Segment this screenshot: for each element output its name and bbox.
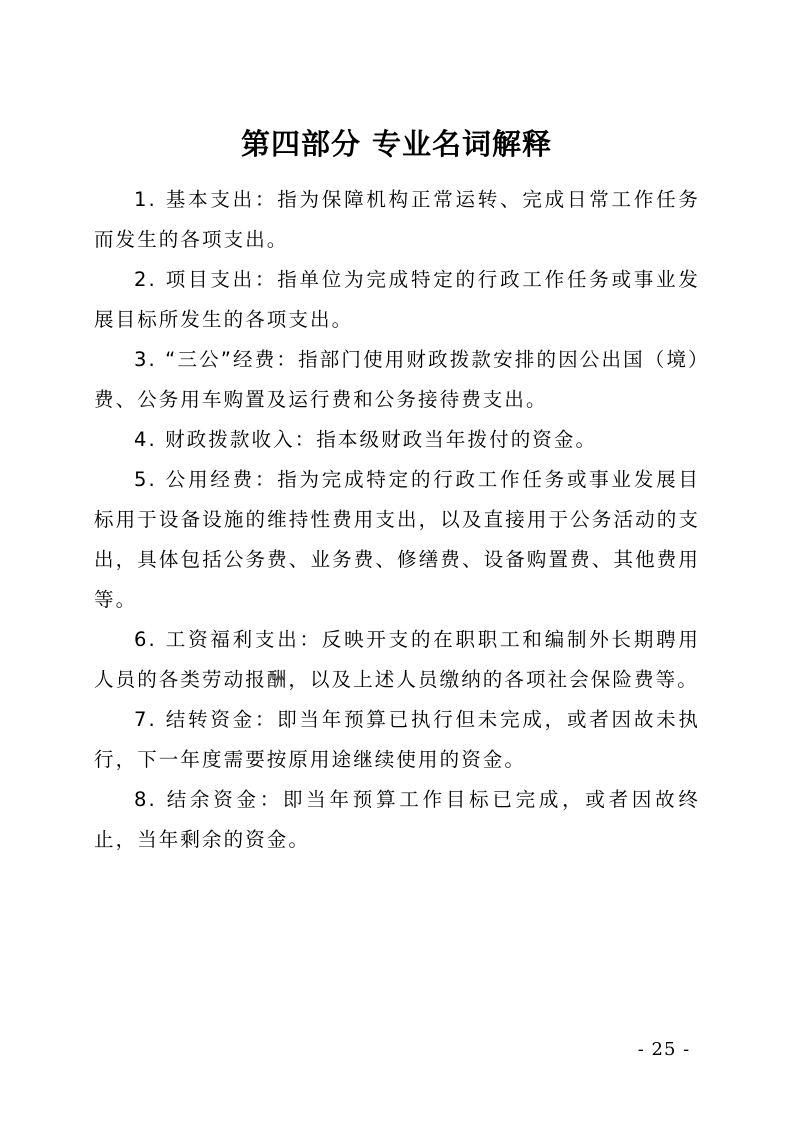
- glossary-item-public-funds: 5. 公用经费：指为完成特定的行政工作任务或事业发展目标用于设备设施的维持性费用支出，以及直接用于公务活动的支出，具体包括公务费、业务费、修缮费、设备购置费、其他费用等。: [94, 468, 700, 611]
- section-title: 第四部分 专业名词解释: [240, 127, 553, 161]
- glossary-item-surplus-funds: 8. 结余资金：即当年预算工作目标已完成，或者因故终止，当年剩余的资金。: [94, 788, 700, 851]
- glossary-item-carryover-funds: 7. 结转资金：即当年预算已执行但未完成，或者因故未执行，下一年度需要按原用途继续使用的资金。: [94, 708, 700, 771]
- glossary-item-three-public-funds: 3. “三公”经费：指部门使用财政拨款安排的因公出国（境）费、公务用车购置及运行费和公务接待费支出。: [94, 348, 700, 411]
- glossary-body: [94, 180, 700, 860]
- page-number: - 25 -: [637, 1039, 691, 1060]
- glossary-item-fiscal-appropriation-income: 4. 财政拨款收入：指本级财政当年拨付的资金。: [134, 428, 598, 451]
- glossary-item-basic-expenditure: 1. 基本支出：指为保障机构正常运转、完成日常工作任务而发生的各项支出。: [94, 188, 700, 251]
- glossary-item-wages-welfare: 6. 工资福利支出：反映开支的在职职工和编制外长期聘用人员的各类劳动报酬，以及上述人员缴纳的各项社会保险费等。: [94, 628, 700, 691]
- glossary-item-project-expenditure: 2. 项目支出：指单位为完成特定的行政工作任务或事业发展目标所发生的各项支出。: [94, 268, 700, 331]
